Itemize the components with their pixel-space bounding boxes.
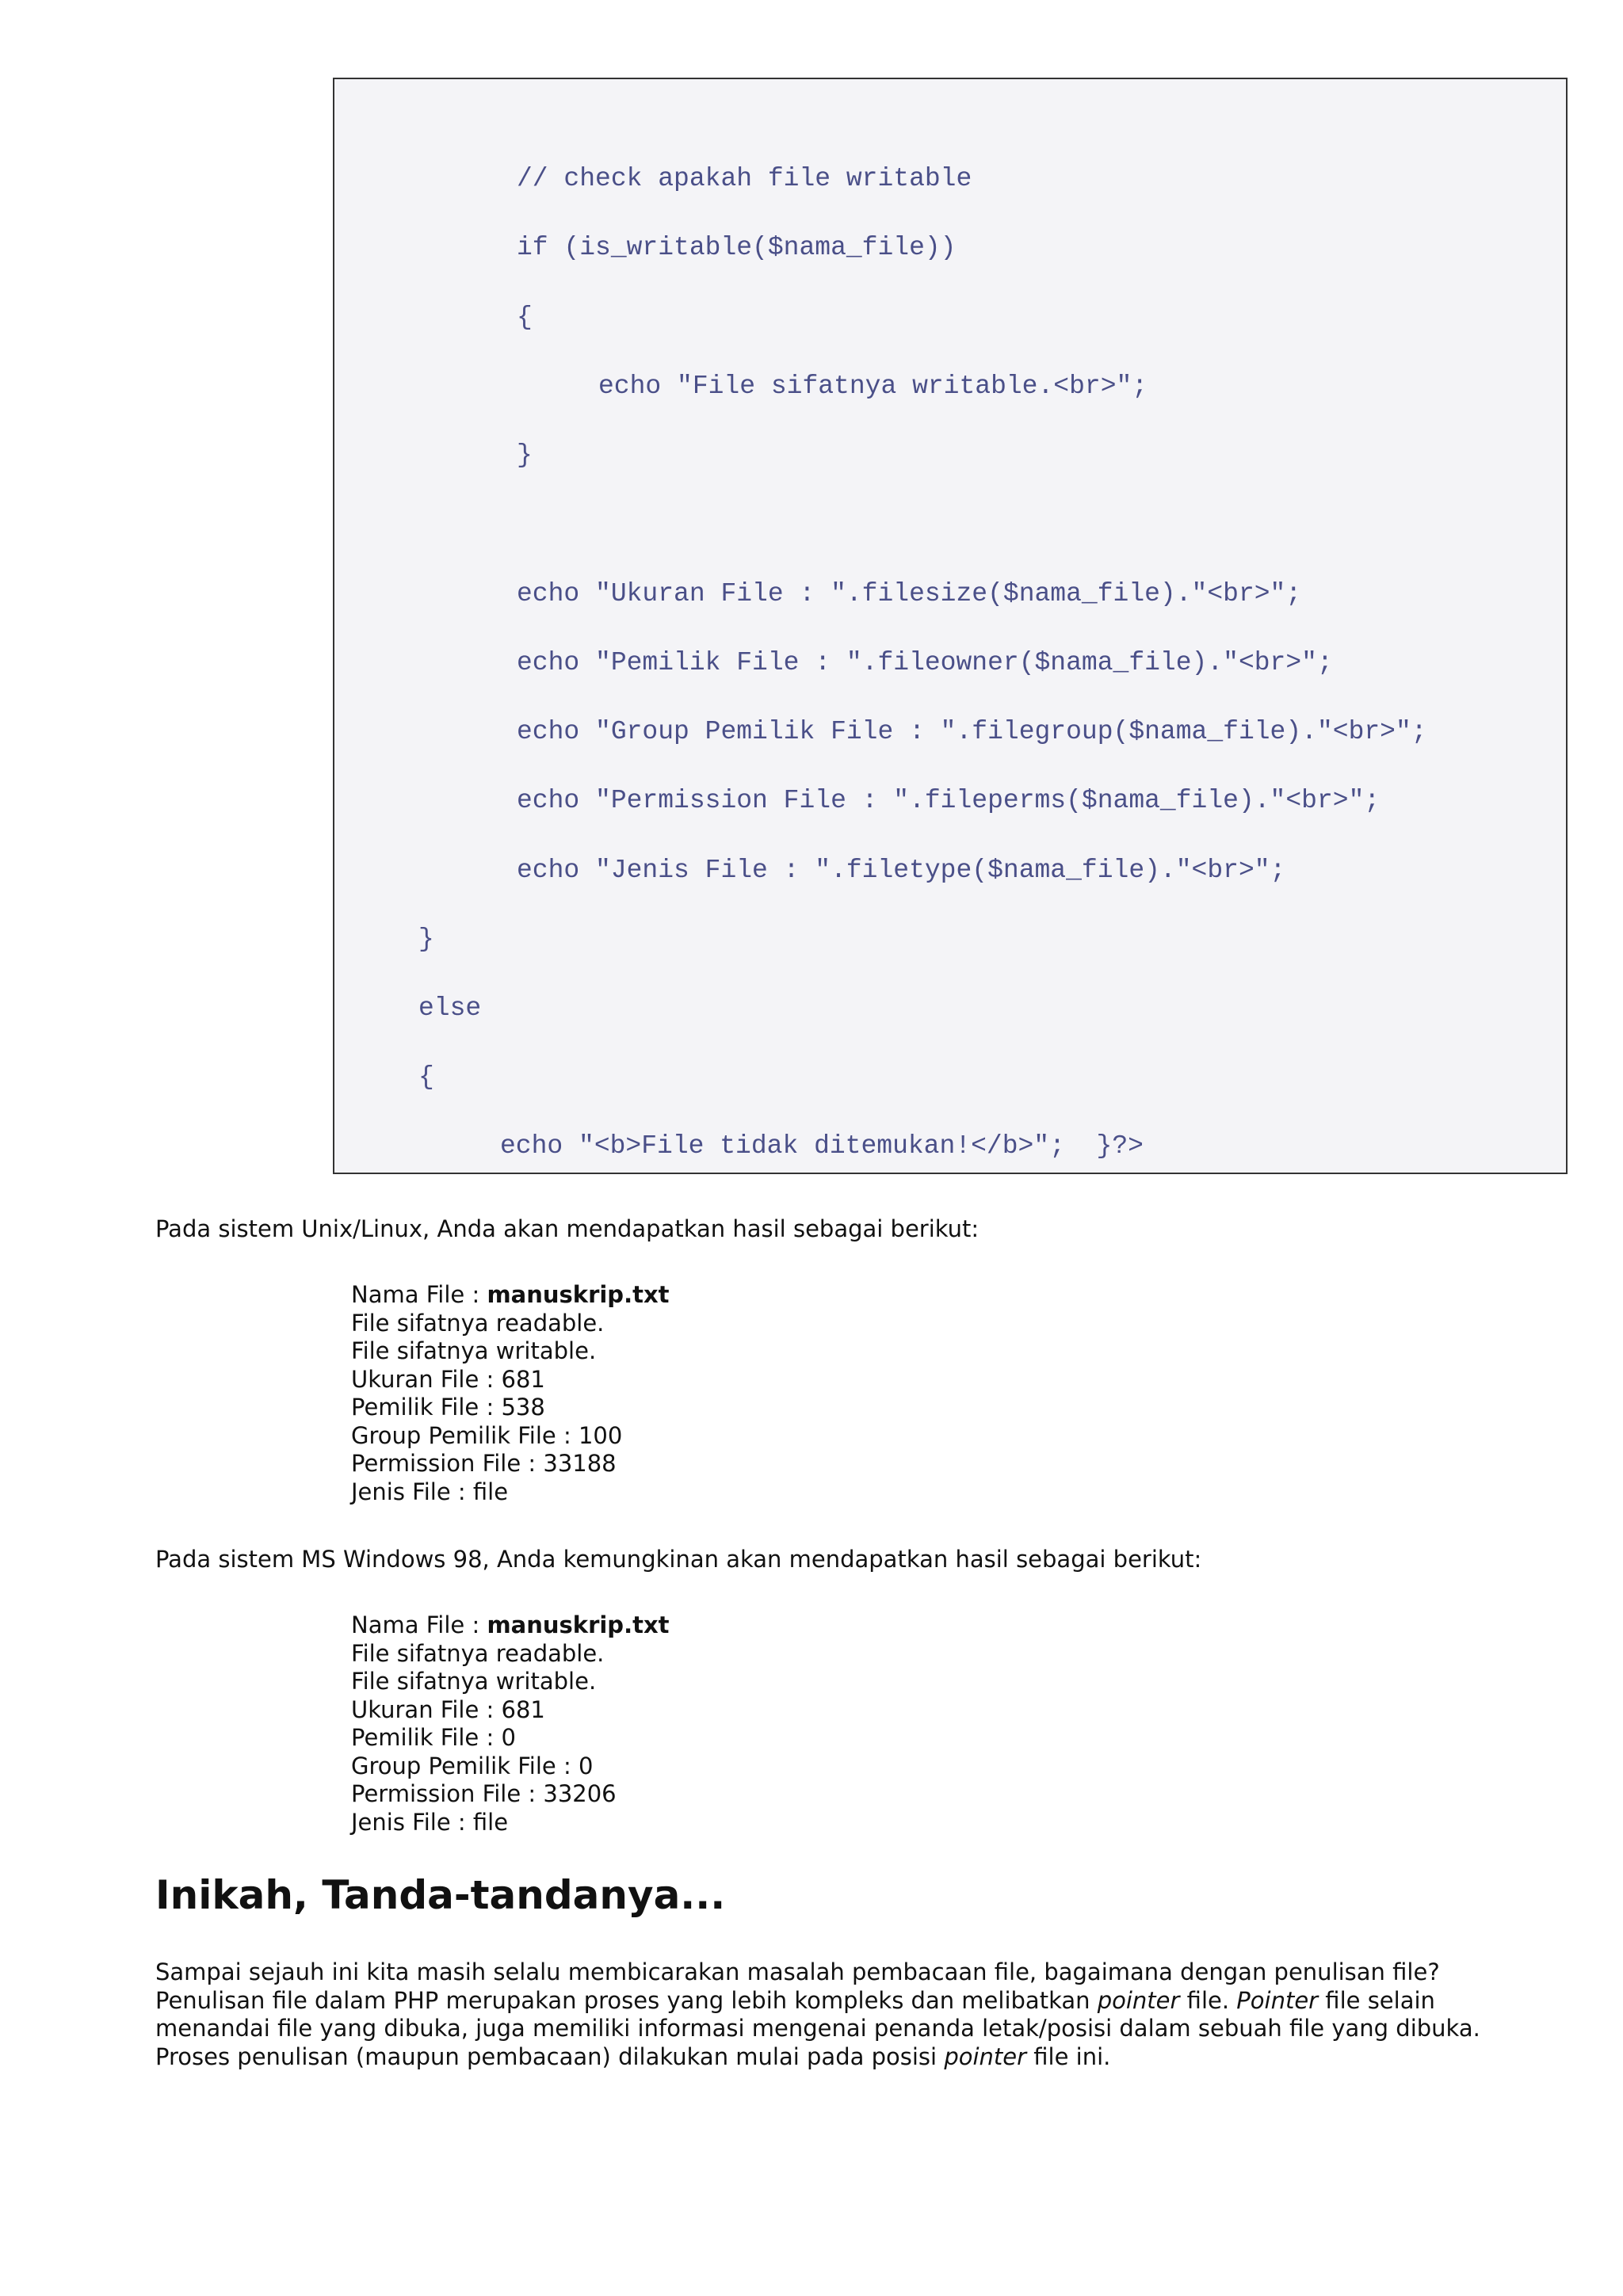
emphasis-pointer: Pointer: [1236, 1986, 1319, 2014]
result-line: Jenis File : file: [351, 1808, 509, 1836]
result-line: Ukuran File : 681: [351, 1695, 545, 1723]
result-line: Pemilik File : 538: [351, 1394, 545, 1421]
section-heading: Inikah, Tanda-tandanya...: [155, 1872, 726, 1918]
code-listing: [333, 78, 1568, 1174]
result-label: Nama File :: [351, 1281, 487, 1308]
result-line: Jenis File : file: [351, 1478, 509, 1505]
text-run: file.: [1179, 1986, 1237, 2014]
emphasis-pointer: pointer: [1097, 1986, 1180, 2014]
result-name-line: [351, 1611, 670, 1640]
result-line: Ukuran File : 681: [351, 1365, 545, 1393]
text-run: file selain: [1318, 1986, 1435, 2014]
unix-intro: Pada sistem Unix/Linux, Anda akan mendapatkan hasil sebagai berikut:: [155, 1215, 980, 1242]
result-line: Group Pemilik File : 100: [351, 1421, 623, 1449]
result-line: Pemilik File : 0: [351, 1724, 516, 1751]
code-line: echo "Permission File : ".fileperms($nama_file)."<br>";: [517, 786, 1381, 815]
result-line: File sifatnya writable.: [351, 1337, 597, 1364]
unix-result: [351, 1281, 670, 1506]
code-line: }: [517, 441, 533, 470]
paragraph-line: Sampai sejauh ini kita masih selalu membicarakan masalah pembacaan file, bagaimana dengan penulisan file?: [155, 1958, 1440, 1985]
code-line: }: [418, 925, 434, 954]
code-line: echo "File sifatnya writable.<br>";: [598, 372, 1148, 401]
code-line: echo "Jenis File : ".filetype($nama_file)."<br>";: [517, 856, 1286, 885]
code-line: echo "Ukuran File : ".filesize($nama_file)."<br>";: [517, 579, 1302, 608]
result-line: Permission File : 33188: [351, 1450, 617, 1477]
code-line: {: [418, 1062, 434, 1092]
paragraph-line: [155, 1987, 1550, 2016]
code-line: // check apakah file writable: [517, 164, 972, 193]
result-line: File sifatnya writable.: [351, 1668, 597, 1695]
code-line: {: [517, 303, 533, 332]
result-label: Nama File :: [351, 1611, 487, 1638]
code-line: if (is_writable($nama_file)): [517, 233, 957, 262]
paragraph-line: [155, 2043, 1550, 2072]
text-run: file ini.: [1026, 2042, 1111, 2070]
code-line: echo "Group Pemilik File : ".filegroup($nama_file)."<br>";: [517, 717, 1427, 746]
body-paragraph: [155, 1958, 1550, 2071]
code-line: else: [418, 994, 482, 1023]
result-name-line: [351, 1281, 670, 1310]
text-run: Penulisan file dalam PHP merupakan proses yang lebih kompleks dan melibatkan: [155, 1986, 1098, 2014]
paragraph-line: menandai file yang dibuka, juga memiliki informasi mengenai penanda letak/posisi dalam sebuah file yang dibuka.: [155, 2015, 1480, 2042]
result-filename: manuskrip.txt: [487, 1611, 670, 1638]
result-line: File sifatnya readable.: [351, 1639, 605, 1667]
code-line: echo "Pemilik File : ".fileowner($nama_file)."<br>";: [517, 648, 1333, 677]
result-line: Group Pemilik File : 0: [351, 1752, 594, 1779]
result-line: Permission File : 33206: [351, 1780, 617, 1807]
windows-result: [351, 1611, 670, 1836]
code-line: echo "<b>File tidak ditemukan!</b>"; }?>: [500, 1131, 1144, 1161]
emphasis-pointer: pointer: [944, 2042, 1027, 2070]
result-line: File sifatnya readable.: [351, 1309, 605, 1337]
windows-intro: Pada sistem MS Windows 98, Anda kemungkinan akan mendapatkan hasil sebagai berikut:: [155, 1546, 1202, 1573]
text-run: Proses penulisan (maupun pembacaan) dilakukan mulai pada posisi: [155, 2042, 945, 2070]
result-filename: manuskrip.txt: [487, 1281, 670, 1308]
